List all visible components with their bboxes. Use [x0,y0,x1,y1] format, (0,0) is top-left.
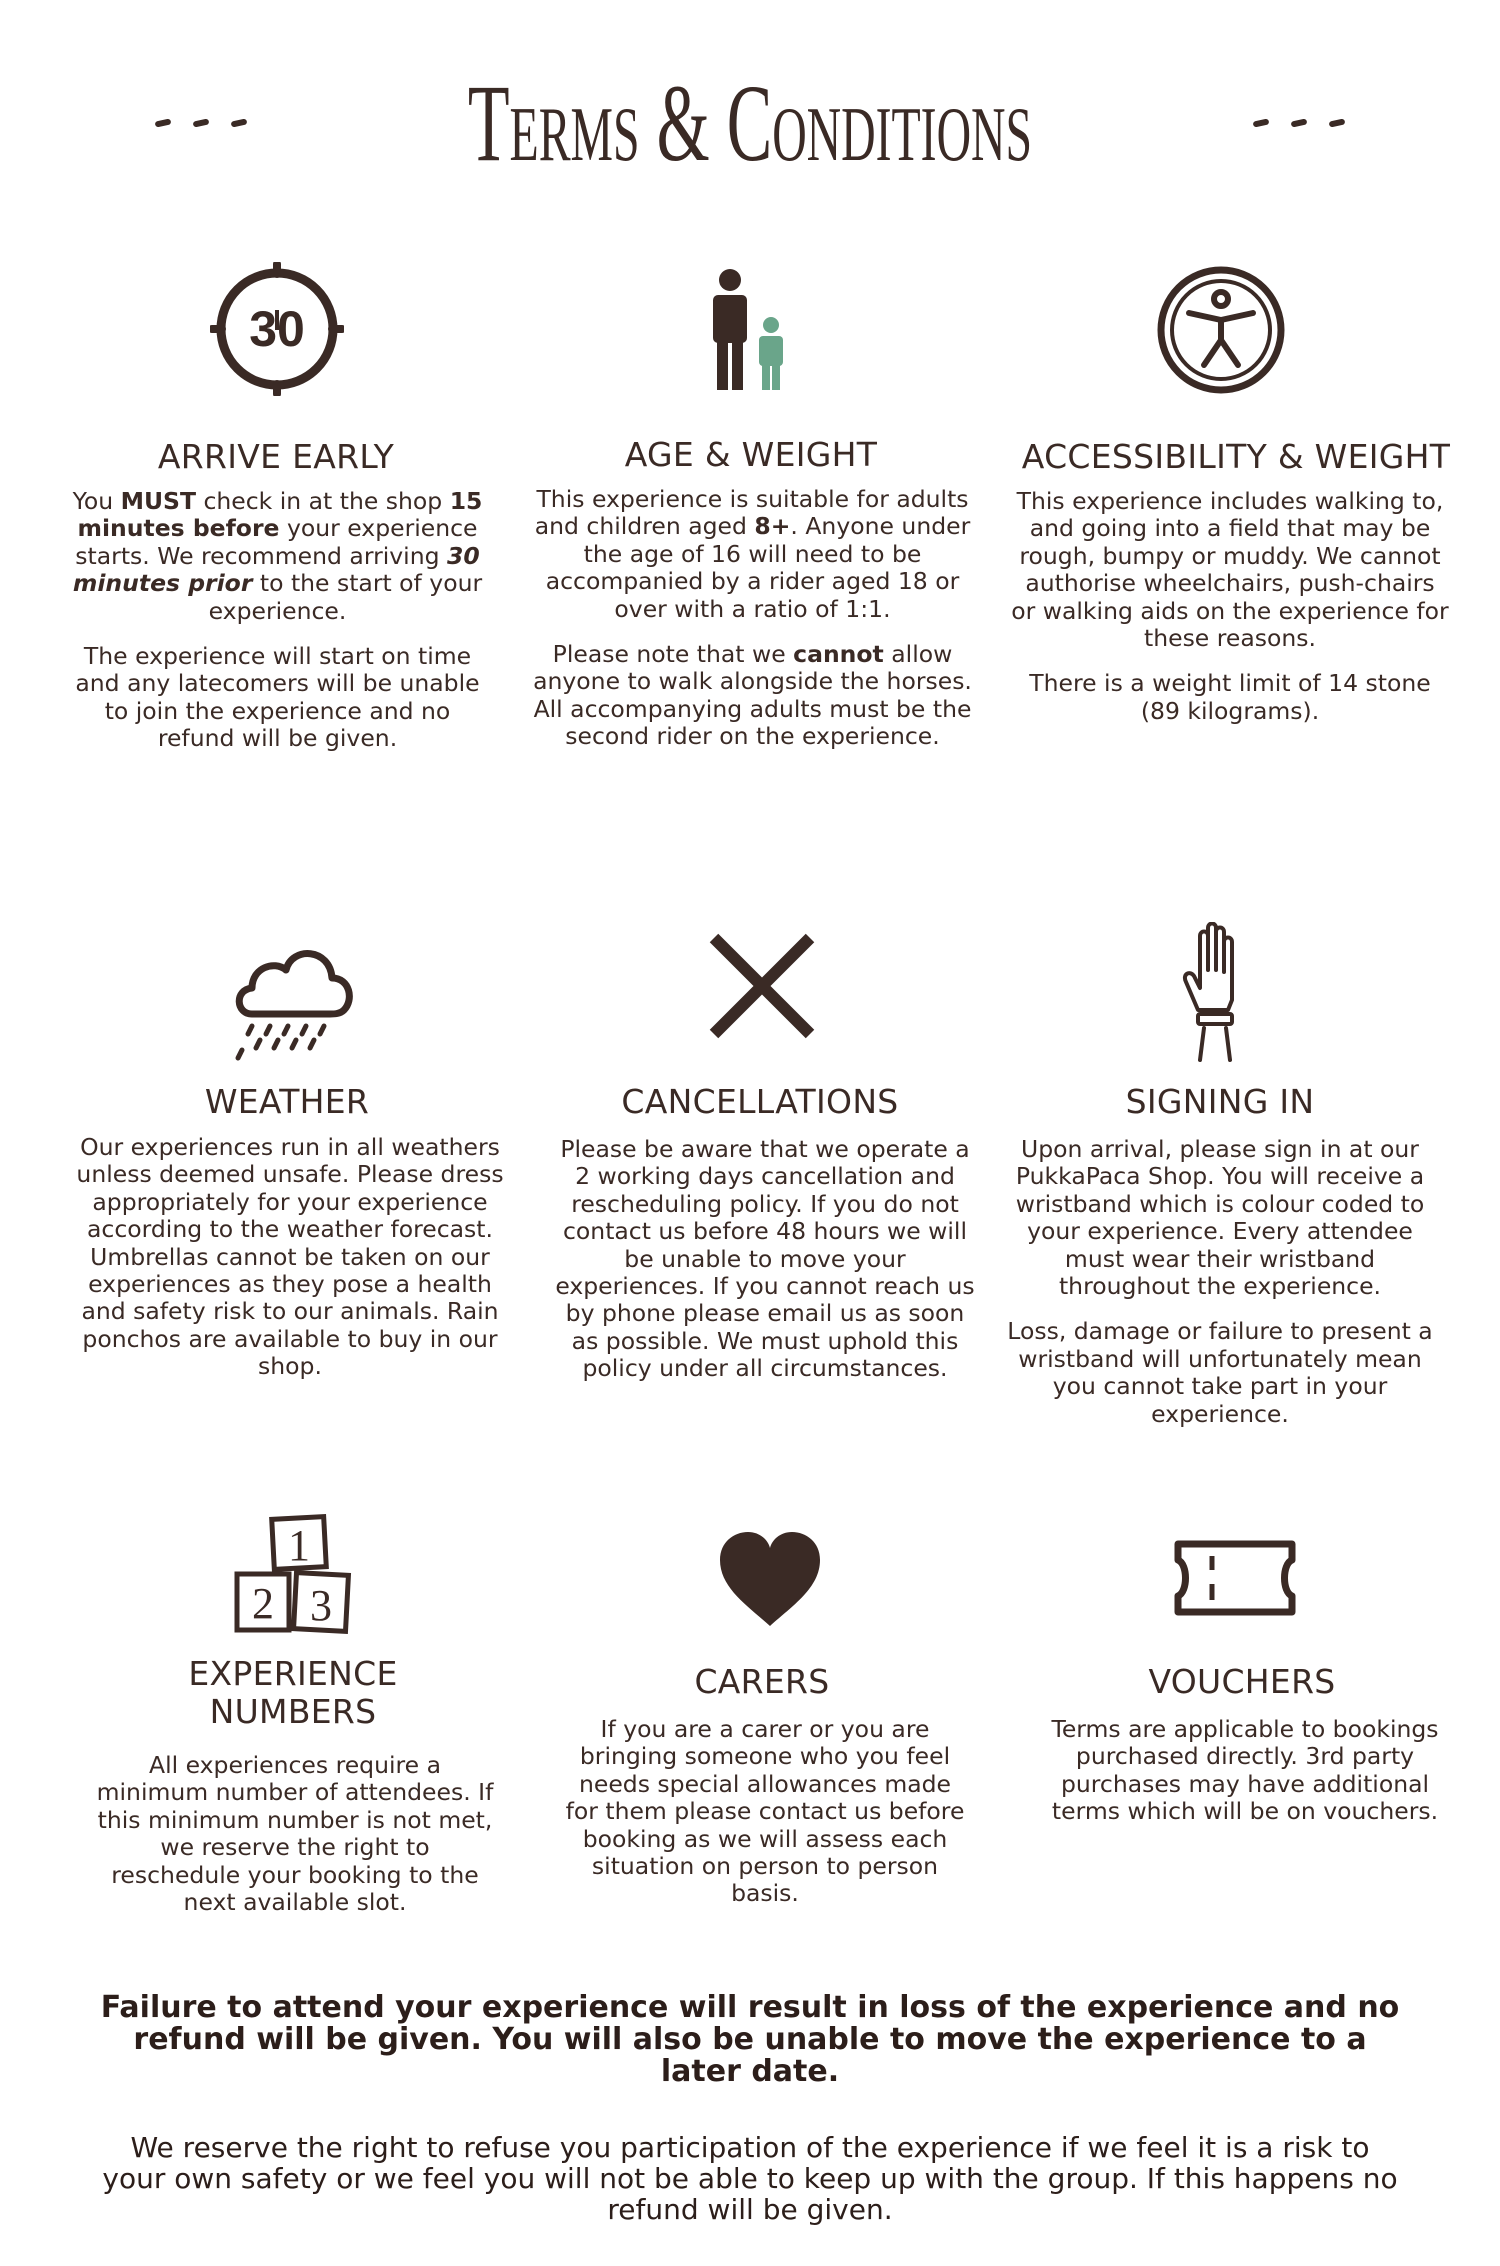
accessibility-paragraph-2: There is a weight limit of 14 stone (89 kilograms). [1029,669,1431,725]
accessibility-icon [1156,265,1286,395]
weather-paragraph: Our experiences run in all weathers unless deemed unsafe. Please dress appropriately for your experience according to the weather forecast. Umbrellas cannot be taken on our experiences as they pose a health and safety risk to our animals. Rain ponchos are available to buy in our shop. [76,1133,504,1381]
adult-child-icon [705,268,795,390]
footer-refusal-notice: We reserve the right to refuse you participation of the experience if we feel it is a risk to your own safety or we feel you will not be able to keep up with the group. If this happens no refund will be given. [102,2131,1398,2226]
age-weight-paragraph-2: Please note that we cannot allow anyone to walk alongside the horses. All accompanying adults must be the second rider on the experience. [533,640,972,751]
clock-30-icon [210,262,344,396]
carers-paragraph: If you are a carer or you are bringing someone who you feel needs special allowances made for them please contact us before booking as we will assess each situation on person to person basis. [565,1715,965,1908]
body-carers [560,1716,970,1926]
heart-icon [718,1530,822,1630]
clock-number: 30 [249,301,305,357]
body-weather [70,1134,510,1399]
heading-carers: CARERS [694,1662,830,1701]
cancellations-paragraph: Please be aware that we operate a 2 working days cancellation and rescheduling policy. If you do not contact us before 48 hours we will be unable to move your experiences. If you cannot reach us by phone please email us as soon as possible. We must uphold this policy under all circumstances. [555,1135,975,1383]
body-arrive-early [70,488,485,771]
rain-cloud-icon [230,938,356,1062]
block-2: 2 [252,1579,274,1628]
body-experience-numbers [95,1752,495,1934]
title-decoration-right [1253,120,1345,126]
hand-wristband-icon [1176,922,1256,1062]
arrive-early-paragraph-2: The experience will start on time and any latecomers will be unable to join the experience and no refund will be given. [75,642,480,753]
arrive-early-paragraph-1: You MUST check in at the shop 15 minutes before your experience starts. We recommend arriving 30 minutes prior to the start of your experience. [72,487,483,625]
block-3: 3 [310,1581,332,1630]
title-decoration-left [155,120,247,126]
number-blocks-icon [233,1512,359,1638]
vouchers-paragraph: Terms are applicable to bookings purchased directly. 3rd party purchases may have additional terms which will be on vouchers. [1051,1715,1439,1826]
body-age-weight [530,486,975,769]
heading-experience-numbers: EXPERIENCE NUMBERS [188,1654,398,1731]
cross-icon [708,932,816,1040]
heading-arrive-early: ARRIVE EARLY [157,437,395,476]
ticket-icon [1174,1540,1296,1616]
footer-failure-notice: Failure to attend your experience will result in loss of the experience and no refund will be given. You will also be unable to move the experience to a later date. [100,1990,1400,2089]
accessibility-paragraph-1: This experience includes walking to, and going into a field that may be rough, bumpy or muddy. We cannot authorise wheelchairs, push-chairs or walking aids on the experience for these reasons. [1011,487,1449,653]
heading-weather: WEATHER [204,1082,370,1121]
signing-in-paragraph-2: Loss, damage or failure to present a wristband will unfortunately mean you cannot take part in your experience. [1007,1317,1433,1428]
heading-age-weight: AGE & WEIGHT [624,435,878,474]
body-accessibility-weight [1010,488,1450,743]
page-title: Terms & Conditions [467,62,1033,184]
signing-in-paragraph-1: Upon arrival, please sign in at our PukkaPaca Shop. You will receive a wristband which is colour coded to your experience. Every attendee must wear their wristband throughout the experience. [1015,1135,1425,1301]
title-row [0,58,1500,188]
experience-numbers-paragraph: All experiences require a minimum number of attendees. If this minimum number is not met, we reserve the right to reschedule your booking to the next available slot. [96,1751,494,1917]
age-weight-paragraph-1: This experience is suitable for adults and children aged 8+. Anyone under the age of 16 will need to be accompanied by a rider aged 18 or over with a ratio of 1:1. [534,485,971,623]
block-1: 1 [288,1521,310,1570]
heading-signing-in: SIGNING IN [1125,1082,1315,1121]
heading-vouchers: VOUCHERS [1148,1662,1336,1701]
body-signing-in [1005,1136,1435,1446]
heading-cancellations: CANCELLATIONS [621,1082,899,1121]
body-cancellations [555,1136,975,1401]
heading-accessibility-weight: ACCESSIBILITY & WEIGHT [1021,437,1451,476]
body-vouchers [1040,1716,1450,1844]
